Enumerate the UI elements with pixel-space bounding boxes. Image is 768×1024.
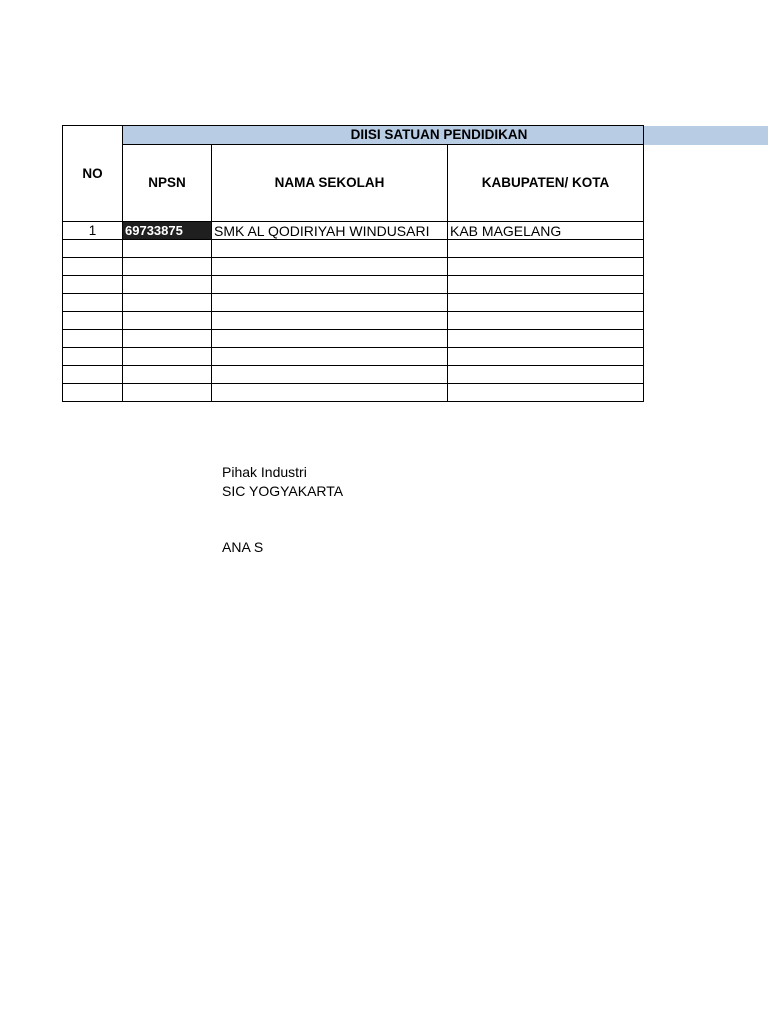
signature-organization: SIC YOGYAKARTA [222, 483, 344, 499]
cell-no: 1 [63, 222, 123, 240]
header-nama-sekolah: NAMA SEKOLAH [212, 145, 448, 222]
cell-kabupaten-kota [448, 258, 644, 276]
cell-npsn [123, 330, 212, 348]
cell-no [63, 258, 123, 276]
school-data-table [62, 125, 644, 402]
cell-no [63, 384, 123, 402]
cell-nama-sekolah [212, 330, 448, 348]
cell-npsn [123, 258, 212, 276]
cell-no [63, 330, 123, 348]
cell-no [63, 276, 123, 294]
section-banner [123, 126, 644, 145]
cell-nama-sekolah [212, 276, 448, 294]
cell-npsn [123, 276, 212, 294]
cell-nama-sekolah [212, 294, 448, 312]
signature-role: Pihak Industri [222, 464, 307, 480]
cell-kabupaten-kota [448, 294, 644, 312]
cell-kabupaten-kota [448, 312, 644, 330]
cell-kabupaten-kota [448, 366, 644, 384]
signature-name: ANA S [222, 539, 264, 555]
cell-kabupaten-kota [448, 348, 644, 366]
cell-no [63, 348, 123, 366]
cell-kabupaten-kota [448, 276, 644, 294]
header-npsn: NPSN [123, 145, 212, 222]
header-kabupaten-kota: KABUPATEN/ KOTA [448, 145, 644, 222]
cell-kabupaten-kota [448, 330, 644, 348]
cell-npsn [123, 348, 212, 366]
header-no: NO [63, 126, 123, 222]
cell-no [63, 240, 123, 258]
cell-nama-sekolah [212, 384, 448, 402]
cell-no [63, 366, 123, 384]
cell-npsn [123, 240, 212, 258]
table-row [63, 384, 644, 402]
table-row [63, 366, 644, 384]
table-row [63, 258, 644, 276]
cell-nama-sekolah [212, 312, 448, 330]
table-row [63, 312, 644, 330]
table-row [63, 276, 644, 294]
table-row [63, 330, 644, 348]
cell-no [63, 312, 123, 330]
cell-npsn [123, 312, 212, 330]
table-row [63, 240, 644, 258]
cell-kabupaten-kota [448, 384, 644, 402]
cell-nama-sekolah [212, 348, 448, 366]
cell-npsn [123, 366, 212, 384]
cell-npsn: 69733875 [123, 222, 212, 240]
table-row [63, 294, 644, 312]
cell-no [63, 294, 123, 312]
section-banner-label: DIISI SATUAN PENDIDIKAN [350, 127, 528, 143]
cell-kabupaten-kota: KAB MAGELANG [448, 222, 644, 240]
table-row [63, 222, 644, 240]
table-row [63, 348, 644, 366]
cell-npsn [123, 294, 212, 312]
cell-nama-sekolah [212, 258, 448, 276]
cell-nama-sekolah: SMK AL QODIRIYAH WINDUSARI [212, 222, 448, 240]
cell-npsn [123, 384, 212, 402]
cell-kabupaten-kota [448, 240, 644, 258]
cell-nama-sekolah [212, 240, 448, 258]
cell-nama-sekolah [212, 366, 448, 384]
